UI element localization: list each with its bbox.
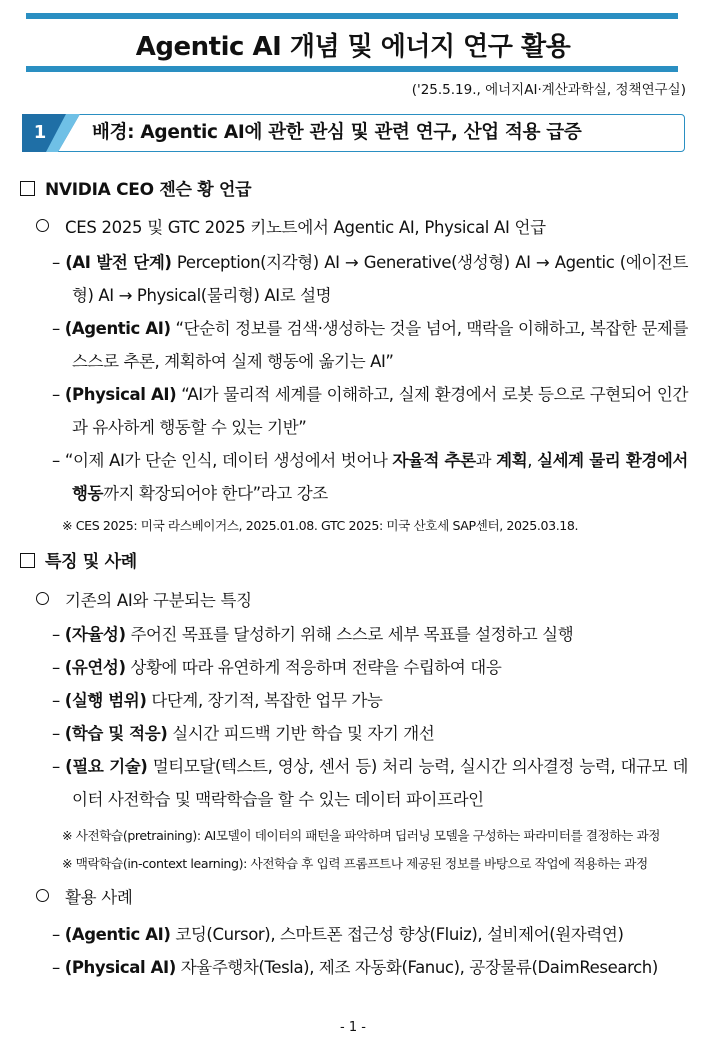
quote-bold: 실세계 물리 환경에서 행동: [72, 451, 688, 503]
features-circle-item: [36, 587, 252, 611]
feature-note-incontext: ※ 맥락학습(in-context learning): 사전학습 후 입력 프롬프트나 제공된 정보를 바탕으로 작업에 적용하는 과정: [62, 856, 648, 871]
nvidia-item-stage: – (AI 발전 단계) Perception(지각형) AI → Generative(생성형) AI → Agentic (에이전트형) AI → Physical(물리형) AI로 설명: [52, 253, 688, 305]
feature-item: – (학습 및 적응) 실시간 피드백 기반 학습 및 자기 개선: [52, 724, 435, 743]
quote-part: “이제 AI가 단순 인식, 데이터 생성에서 벗어나: [64, 451, 393, 470]
usage-item-label: (Physical AI): [64, 958, 176, 977]
title-top-rule: [26, 13, 678, 19]
usage-item-label: (Agentic AI): [64, 925, 171, 944]
quote-part: 까지 확장되어야 한다”라고 강조: [103, 484, 328, 503]
nvidia-item-text: “AI가 물리적 세계를 이해하고, 실제 환경에서 로봇 등으로 구현되어 인간과 유사하게 행동할 수 있는 기반”: [72, 385, 688, 437]
usage-circle-text: 활용 사례: [65, 888, 133, 907]
nvidia-circle-text: CES 2025 및 GTC 2025 키노트에서 Agentic AI, Physical AI 언급: [65, 218, 546, 237]
square-bullet-icon: [20, 181, 35, 196]
usage-item-text: 자율주행차(Tesla), 제조 자동화(Fanuc), 공장물류(DaimResearch): [175, 958, 658, 977]
square-bullet-icon: [20, 553, 35, 568]
feature-item-label: (유연성): [64, 658, 126, 677]
section-title: 배경: Agentic AI에 관한 관심 및 관련 연구, 산업 적용 급증: [92, 122, 582, 143]
page-number: - 1 -: [340, 1020, 366, 1035]
usage-item-text: 코딩(Cursor), 스마트폰 접근성 향상(Fluiz), 설비제어(원자력연): [170, 925, 624, 944]
heading-nvidia-text: NVIDIA CEO 젠슨 황 언급: [45, 180, 252, 200]
nvidia-note: ※ CES 2025: 미국 라스베이거스, 2025.01.08. GTC 2025: 미국 산호세 SAP센터, 2025.03.18.: [62, 518, 579, 533]
nvidia-quote: – “이제 AI가 단순 인식, 데이터 생성에서 벗어나 자율적 추론과 계획, 실세계 물리 환경에서 행동까지 확장되어야 한다”라고 강조: [52, 451, 688, 503]
heading-features-text: 특징 및 사례: [45, 552, 137, 572]
title-bottom-rule: [26, 66, 678, 72]
nvidia-item-agentic: – (Agentic AI) “단순히 정보를 검색·생성하는 것을 넘어, 맥락을 이해하고, 복잡한 문제를 스스로 추론, 계획하여 실제 행동에 옮기는 AI”: [52, 319, 688, 371]
nvidia-item-label: (Agentic AI): [64, 319, 171, 338]
nvidia-item-label: (Physical AI): [64, 385, 177, 404]
nvidia-item-text: “단순히 정보를 검색·생성하는 것을 넘어, 맥락을 이해하고, 복잡한 문제를 스스로 추론, 계획하여 실제 행동에 옮기는 AI”: [72, 319, 688, 371]
nvidia-item-text: Perception(지각형) AI → Generative(생성형) AI → Agentic (에이전트형) AI → Physical(물리형) AI로 설명: [72, 253, 688, 305]
quote-bold: 계획: [496, 451, 528, 470]
nvidia-item-physical: – (Physical AI) “AI가 물리적 세계를 이해하고, 실제 환경에서 로봇 등으로 구현되어 인간과 유사하게 행동할 수 있는 기반”: [52, 385, 688, 437]
feature-item-label: (자율성): [64, 625, 126, 644]
features-circle-text: 기존의 AI와 구분되는 특징: [65, 591, 252, 610]
circle-bullet-icon: [36, 592, 49, 605]
feature-item-text: 멀티모달(텍스트, 영상, 센서 등) 처리 능력, 실시간 의사결정 능력, 대규모 데이터 사전학습 및 맥락학습을 할 수 있는 데이터 파이프라인: [72, 757, 688, 809]
feature-item-text: 주어진 목표를 달성하기 위해 스스로 세부 목표를 설정하고 실행: [125, 625, 574, 644]
feature-item: – (유연성) 상황에 따라 유연하게 적응하며 전략을 수립하여 대응: [52, 658, 502, 677]
usage-item: – (Agentic AI) 코딩(Cursor), 스마트폰 접근성 향상(Fluiz), 설비제어(원자력연): [52, 925, 624, 944]
circle-bullet-icon: [36, 219, 49, 232]
nvidia-circle-item: [36, 214, 546, 238]
feature-item-label: (필요 기술): [65, 757, 148, 776]
section-number: 1: [33, 122, 47, 143]
feature-item: – (자율성) 주어진 목표를 달성하기 위해 스스로 세부 목표를 설정하고 실행: [52, 625, 574, 644]
feature-item: – (필요 기술) 멀티모달(텍스트, 영상, 센서 등) 처리 능력, 실시간 의사결정 능력, 대규모 데이터 사전학습 및 맥락학습을 할 수 있는 데이터 파이프라인: [52, 757, 688, 809]
heading-nvidia: [20, 175, 251, 200]
usage-circle-item: [36, 884, 133, 908]
feature-item-text: 다단계, 장기적, 복잡한 업무 가능: [146, 691, 383, 710]
quote-part: 과: [475, 451, 497, 470]
feature-note-pretraining: ※ 사전학습(pretraining): AI모델이 데이터의 패턴을 파악하며 딥러닝 모델을 구성하는 파라미터를 결정하는 과정: [62, 828, 661, 843]
feature-item-label: (실행 범위): [64, 691, 147, 710]
feature-item-text: 실시간 피드백 기반 학습 및 자기 개선: [167, 724, 435, 743]
nvidia-item-label: (AI 발전 단계): [65, 253, 172, 272]
quote-bold: 자율적 추론: [392, 451, 476, 470]
document-subtitle: ('25.5.19., 에너지AI·계산과학실, 정책연구실): [411, 82, 686, 98]
heading-features: [20, 547, 137, 572]
feature-item-label: (학습 및 적응): [64, 724, 168, 743]
feature-item: – (실행 범위) 다단계, 장기적, 복잡한 업무 가능: [52, 691, 383, 710]
quote-part: ,: [527, 451, 538, 470]
circle-bullet-icon: [36, 889, 49, 902]
feature-item-text: 상황에 따라 유연하게 적응하며 전략을 수립하여 대응: [125, 658, 502, 677]
usage-item: – (Physical AI) 자율주행차(Tesla), 제조 자동화(Fanuc), 공장물류(DaimResearch): [52, 958, 658, 977]
document-title: Agentic AI 개념 및 에너지 연구 활용: [135, 32, 571, 62]
